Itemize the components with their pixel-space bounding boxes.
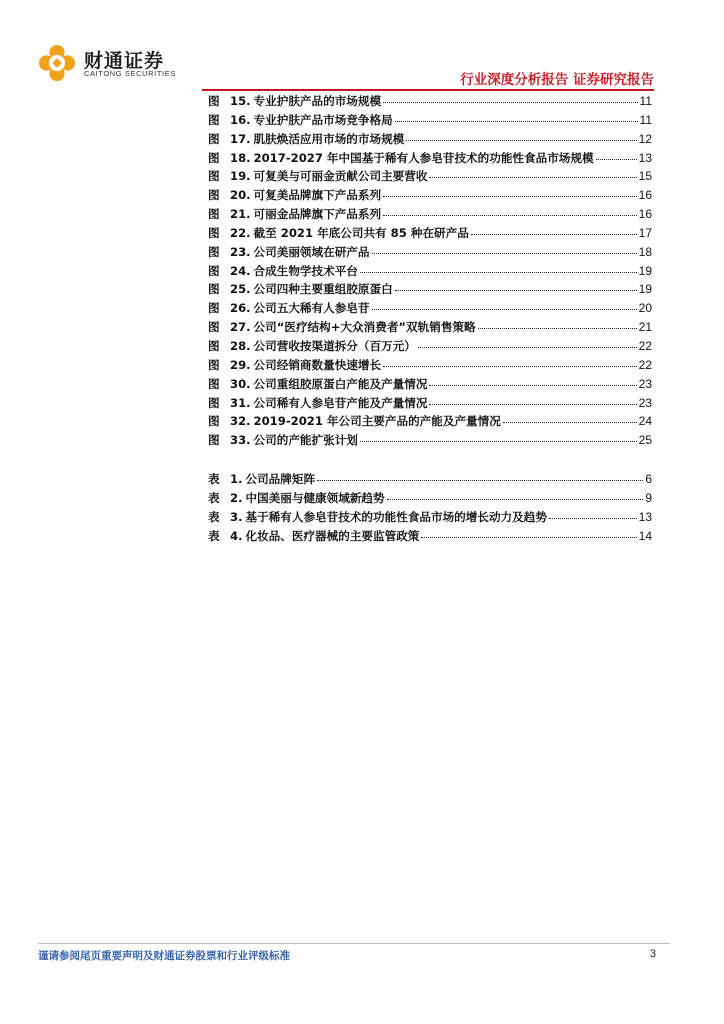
entry-prefix: 表 — [208, 528, 220, 543]
entry-number: 28. — [230, 338, 251, 353]
entry-title: 专业护肤产品的市场规模 — [253, 94, 382, 108]
entry-prefix: 图 — [208, 301, 220, 316]
entry-title: 公司五大稀有人参皂苷 — [253, 301, 370, 316]
dot-leader — [383, 185, 637, 197]
table-list — [208, 470, 652, 545]
dot-leader — [395, 110, 638, 122]
table-entry[interactable] — [208, 508, 652, 527]
report-type-label: 行业深度分析报告 证券研究报告 — [460, 72, 654, 88]
entry-number: 17. — [230, 131, 251, 146]
entry-prefix: 图 — [208, 320, 220, 335]
figure-entry[interactable] — [208, 337, 652, 356]
entry-title: 公司经销商数量快速增长 — [253, 357, 382, 372]
figure-entry[interactable] — [208, 318, 652, 337]
figure-entry[interactable] — [208, 243, 652, 262]
dot-leader — [395, 279, 637, 291]
entry-number: 1. — [230, 472, 243, 486]
entry-prefix: 表 — [208, 490, 220, 505]
dot-leader — [360, 430, 637, 442]
entry-title: 公司的产能扩张计划 — [253, 433, 358, 448]
figure-entry[interactable] — [208, 299, 652, 318]
figure-entry[interactable] — [208, 130, 652, 149]
footer-divider — [38, 943, 670, 944]
table-entry[interactable] — [208, 470, 652, 489]
entry-page-number: 16 — [638, 188, 652, 203]
dot-leader — [596, 148, 637, 160]
entry-page-number: 16 — [638, 207, 652, 222]
table-entry[interactable] — [208, 527, 652, 546]
entry-page-number: 13 — [638, 150, 652, 165]
entry-number: 23. — [230, 244, 251, 259]
entry-number: 25. — [230, 282, 251, 297]
entry-title: 可丽金品牌旗下产品系列 — [253, 207, 382, 222]
dot-leader — [549, 507, 637, 519]
entry-title: 公司“医疗结构+大众消费者”双轨销售策略 — [253, 320, 476, 335]
entry-page-number: 13 — [638, 509, 652, 524]
entry-prefix: 表 — [208, 472, 220, 486]
brand-name-cn: 财通证券 — [84, 50, 165, 72]
figure-entry[interactable] — [208, 356, 652, 375]
dot-leader — [421, 526, 636, 538]
dot-leader — [406, 129, 636, 141]
entry-page-number: 25 — [638, 433, 652, 448]
entry-prefix: 图 — [208, 150, 220, 165]
entry-title: 基于稀有人参皂苷技术的功能性食品市场的增长动力及趋势 — [245, 509, 547, 524]
entry-page-number: 15 — [638, 169, 652, 184]
entry-prefix: 图 — [208, 376, 220, 391]
entry-title: 化妆品、医疗器械的主要监管政策 — [245, 528, 420, 543]
figure-entry[interactable] — [208, 186, 652, 205]
entry-page-number: 17 — [638, 225, 652, 240]
brand-name-en: CAITONG SECURITIES — [84, 69, 176, 78]
entry-prefix: 图 — [208, 169, 220, 184]
entry-page-number: 21 — [638, 320, 652, 335]
entry-page-number: 12 — [638, 131, 652, 146]
entry-prefix: 图 — [208, 112, 220, 127]
entry-number: 31. — [230, 395, 251, 410]
entry-prefix: 图 — [208, 263, 220, 278]
dot-leader — [429, 374, 636, 386]
entry-page-number: 14 — [638, 528, 652, 543]
entry-number: 26. — [230, 301, 251, 316]
entry-prefix: 图 — [208, 244, 220, 259]
entry-prefix: 图 — [208, 131, 220, 146]
entry-title: 公司稀有人参皂苷产能及产量情况 — [253, 395, 428, 410]
figure-entry[interactable] — [208, 92, 652, 111]
dot-leader — [418, 336, 637, 348]
figure-entry[interactable] — [208, 375, 652, 394]
figure-entry[interactable] — [208, 167, 652, 186]
entry-title: 合成生物学技术平台 — [253, 263, 358, 278]
entry-prefix: 图 — [208, 225, 220, 240]
entry-page-number: 22 — [638, 357, 652, 372]
entry-title: 截至 2021 年底公司共有 85 种在研产品 — [253, 225, 469, 240]
figure-entry[interactable] — [208, 149, 652, 168]
entry-page-number: 20 — [638, 301, 652, 316]
entry-number: 24. — [230, 263, 251, 278]
figure-entry[interactable] — [208, 224, 652, 243]
entry-number: 27. — [230, 320, 251, 335]
figure-entry[interactable] — [208, 431, 652, 450]
entry-page-number: 22 — [638, 338, 652, 353]
entry-number: 4. — [230, 528, 243, 543]
entry-page-number: 6 — [645, 472, 652, 486]
entry-title: 公司美丽领域在研产品 — [253, 244, 370, 259]
entry-number: 18. — [230, 150, 251, 165]
entry-prefix: 图 — [208, 395, 220, 410]
entry-number: 16. — [230, 112, 251, 127]
entry-page-number: 23 — [638, 376, 652, 391]
entry-title: 2017-2027 年中国基于稀有人参皂苷技术的功能性食品市场规模 — [253, 150, 594, 165]
entry-title: 2019-2021 年公司主要产品的产能及产量情况 — [253, 414, 501, 429]
entry-number: 20. — [230, 188, 251, 203]
entry-title: 公司四种主要重组胶原蛋白 — [253, 282, 393, 297]
dot-leader — [387, 488, 644, 500]
dot-leader — [383, 204, 637, 216]
entry-page-number: 18 — [638, 244, 652, 259]
entry-title: 公司重组胶原蛋白产能及产量情况 — [253, 376, 428, 391]
page-header — [0, 0, 724, 90]
dot-leader — [478, 317, 637, 329]
dot-leader — [383, 91, 637, 103]
figure-list — [208, 92, 652, 450]
entry-number: 15. — [230, 94, 251, 108]
entry-prefix: 表 — [208, 509, 220, 524]
entry-number: 32. — [230, 414, 251, 429]
dot-leader — [503, 411, 637, 423]
entry-prefix: 图 — [208, 282, 220, 297]
entry-page-number: 23 — [638, 395, 652, 410]
entry-number: 29. — [230, 357, 251, 372]
entry-prefix: 图 — [208, 357, 220, 372]
entry-title: 公司品牌矩阵 — [245, 472, 316, 486]
entry-prefix: 图 — [208, 414, 220, 429]
caitong-logo-icon — [38, 44, 76, 82]
entry-prefix: 图 — [208, 188, 220, 203]
dot-leader — [317, 469, 643, 481]
dot-leader — [471, 223, 637, 235]
dot-leader — [429, 393, 636, 405]
dot-leader — [429, 166, 636, 178]
figure-entry[interactable] — [208, 280, 652, 299]
table-entry[interactable] — [208, 489, 652, 508]
entry-page-number: 11 — [639, 112, 652, 127]
figure-entry[interactable] — [208, 205, 652, 224]
figure-entry[interactable] — [208, 412, 652, 431]
page-number: 3 — [649, 948, 656, 960]
entry-number: 30. — [230, 376, 251, 391]
entry-title: 肌肤焕活应用市场的市场规模 — [253, 131, 405, 146]
entry-page-number: 19 — [638, 282, 652, 297]
dot-leader — [372, 242, 637, 254]
entry-prefix: 图 — [208, 94, 220, 108]
figure-entry[interactable] — [208, 262, 652, 281]
entry-number: 2. — [230, 490, 243, 505]
entry-page-number: 11 — [639, 94, 652, 108]
entry-number: 19. — [230, 169, 251, 184]
entry-title: 专业护肤产品市场竞争格局 — [253, 112, 393, 127]
entry-title: 可复美品牌旗下产品系列 — [253, 188, 382, 203]
entry-number: 21. — [230, 207, 251, 222]
figure-entry[interactable] — [208, 394, 652, 413]
entry-prefix: 图 — [208, 433, 220, 448]
entry-prefix: 图 — [208, 207, 220, 222]
entry-title: 公司营收按渠道拆分（百万元） — [253, 338, 416, 353]
entry-title: 中国美丽与健康领域新趋势 — [245, 490, 385, 505]
entry-number: 33. — [230, 433, 251, 448]
figure-entry[interactable] — [208, 111, 652, 130]
entry-number: 22. — [230, 225, 251, 240]
entry-page-number: 24 — [638, 414, 652, 429]
dot-leader — [360, 261, 637, 273]
dot-leader — [372, 298, 637, 310]
entry-prefix: 图 — [208, 338, 220, 353]
entry-number: 3. — [230, 509, 243, 524]
footer-disclaimer-link[interactable]: 谨请参阅尾页重要声明及财通证券股票和行业评级标准 — [38, 950, 290, 962]
entry-page-number: 9 — [645, 490, 652, 505]
dot-leader — [383, 355, 637, 367]
entry-title: 可复美与可丽金贡献公司主要营收 — [253, 169, 428, 184]
entry-page-number: 19 — [638, 263, 652, 278]
